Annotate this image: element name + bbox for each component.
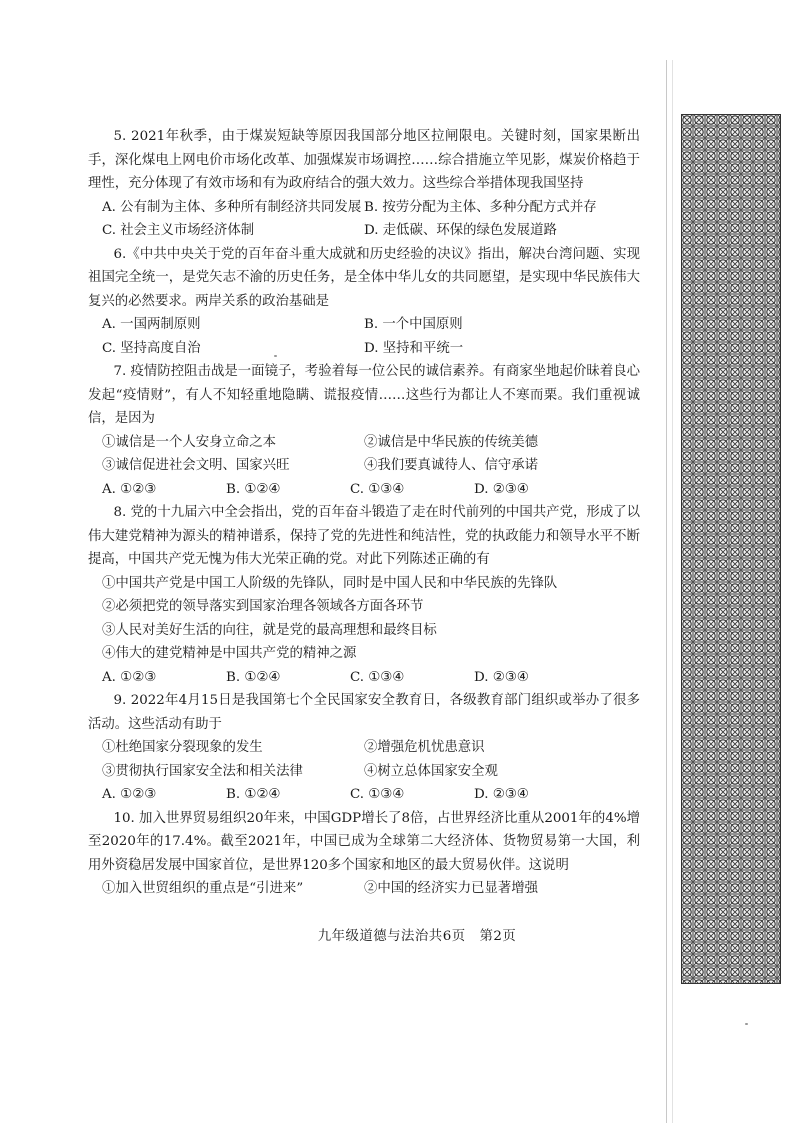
option-row [88, 219, 640, 243]
question-9 [88, 689, 640, 807]
question-stem: 5. 2021年秋季，由于煤炭短缺等原因我国部分地区拉闸限电。关键时刻，国家果断出手，深化煤电上网电价市场化改革、加强煤炭市场调控……综合措施立竿见影，煤炭价格趋于理性，充分体现了有效市场和有为政府结合的强大效力。这些综合举措体现我国坚持 [88, 129, 640, 191]
question-5 [88, 125, 640, 243]
scan-speck [745, 1023, 748, 1025]
option-a: A. 一国两制原则 [102, 317, 201, 332]
statement-4: ④伟大的建党精神是中国共产党的精神之源 [102, 646, 357, 661]
question-6 [88, 243, 640, 361]
margin-line [672, 60, 673, 1123]
statement-3: ③诚信促进社会文明、国家兴旺 [102, 458, 290, 473]
option-c: C. 坚持高度自治 [102, 340, 201, 356]
statement-4: ④我们要真诚待人、信守承诺 [364, 458, 539, 473]
margin-line [666, 60, 667, 1123]
statement-row [88, 454, 640, 478]
question-7 [88, 360, 640, 501]
question-stem: 9. 2022年4月15日是我国第七个全民国家安全教育日，各级教育部门组织或举办了很多活动。这些活动有助于 [88, 693, 640, 732]
question-stem: 6.《中共中央关于党的百年奋斗重大成就和历史经验的决议》指出，解决台湾问题、实现祖国完全统一，是党矢志不渝的历史任务，是全体中华儿女的共同愿望，是实现中华民族伟大复兴的必然要求。两岸关系的政治基础是 [88, 246, 640, 309]
option-d: D. 走低碳、环保的绿色发展道路 [364, 223, 557, 238]
option-row [88, 337, 640, 361]
statement-2: ②诚信是中华民族的传统美德 [364, 434, 539, 450]
scan-speck [274, 355, 277, 357]
statement-1: ①中国共产党是中国工人阶级的先锋队，同时是中国人民和中华民族的先锋队 [102, 575, 558, 591]
option-a: A. 公有制为主体、多种所有制经济共同发展 [102, 199, 362, 215]
statement-2: ②必须把党的领导落实到国家治理各领域各方面各环节 [102, 599, 424, 614]
page-footer: 九年级道德与法治共6页 第2页 [317, 929, 517, 944]
statement-3: ③贯彻执行国家安全法和相关法律 [102, 763, 303, 779]
statement-1: ①诚信是一个人安身立命之本 [102, 434, 277, 450]
option-d: D. 坚持和平统一 [364, 340, 464, 356]
option-row [88, 478, 640, 502]
statement-row [88, 760, 640, 784]
statement-1: ①杜绝国家分裂现象的发生 [102, 740, 263, 755]
statement-2: ②增强危机忧患意识 [364, 740, 485, 755]
option-a: A. ①②③ [102, 669, 157, 685]
option-b: B. ①②④ [226, 481, 281, 497]
exam-content [88, 125, 640, 901]
question-8 [88, 501, 640, 689]
binding-pattern [681, 114, 781, 984]
option-d: D. ②③④ [474, 787, 529, 802]
option-a: A. ①②③ [102, 787, 157, 802]
option-b: B. ①②④ [226, 787, 281, 802]
statement-3: ③人民对美好生活的向往，就是党的最高理想和最终目标 [102, 622, 437, 638]
option-row [88, 313, 640, 337]
option-c: C. ①③④ [350, 481, 405, 497]
question-stem: 8. 党的十九届六中全会指出，党的百年奋斗锻造了走在时代前列的中国共产党，形成了以伟大建党精神为源头的精神谱系，保持了党的先进性和纯洁性，党的执政能力和领导水平不断提高，中国共产党无愧为伟大光荣正确的党。对此下列陈述正确的有 [88, 505, 640, 567]
option-row [88, 196, 640, 220]
statement-row [88, 736, 640, 760]
statement-4: ④树立总体国家安全观 [364, 763, 498, 779]
question-10 [88, 807, 640, 901]
statement-2: ②中国的经济实力已显著增强 [364, 881, 539, 896]
option-d: D. ②③④ [474, 481, 529, 497]
option-d: D. ②③④ [474, 669, 529, 685]
statement-1: ①加入世贸组织的重点是“引进来” [102, 881, 304, 896]
option-b: B. ①②④ [226, 669, 281, 685]
option-a: A. ①②③ [102, 481, 157, 497]
option-row [88, 666, 640, 690]
statement-row [88, 431, 640, 455]
option-b: B. 一个中国原则 [364, 317, 463, 332]
question-stem: 7. 疫情防控阻击战是一面镜子，考验着每一位公民的诚信素养。有商家坐地起价昧着良心发起“疫情财”，有人不知轻重地隐瞒、谎报疫情……这些行为都让人不寒而栗。我们重视诚信，是因为 [88, 364, 640, 426]
statement-row [88, 877, 640, 901]
option-b: B. 按劳分配为主体、多种分配方式并存 [364, 199, 597, 215]
question-stem: 10. 加入世界贸易组织20年来，中国GDP增长了8倍，占世界经济比重从2001年的4%增至2020年的17.4%。截至2021年，中国已成为全球第二大经济体、货物贸易第一大国，利用外资稳居发展中国家首位，是世界120多个国家和地区的最大贸易伙伴。这说明 [88, 810, 640, 873]
option-c: C. 社会主义市场经济体制 [102, 223, 255, 238]
option-c: C. ①③④ [350, 669, 405, 685]
option-c: C. ①③④ [350, 787, 405, 802]
option-row [88, 783, 640, 807]
